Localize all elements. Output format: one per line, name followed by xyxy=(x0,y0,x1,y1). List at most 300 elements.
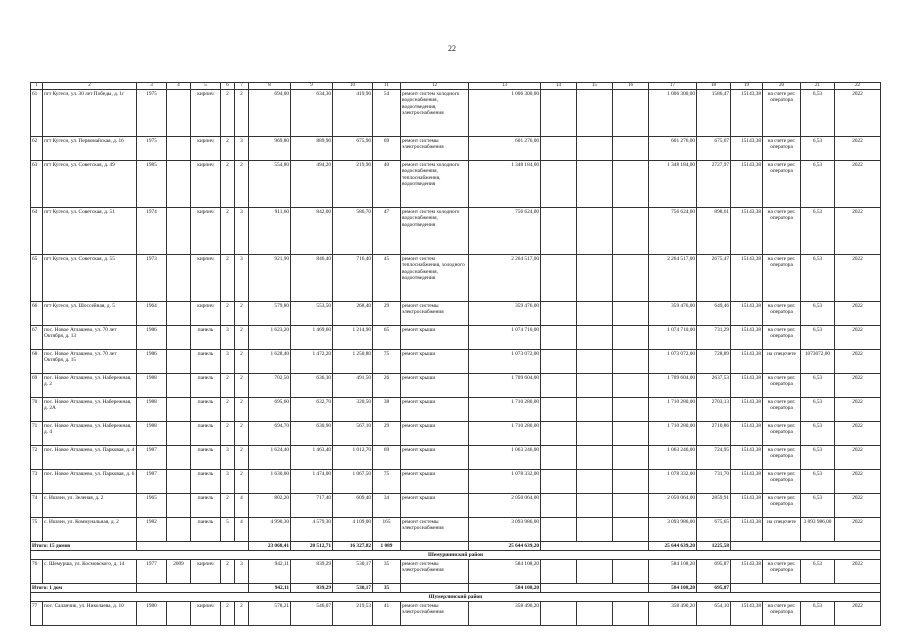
table-cell: 2 xyxy=(221,255,235,302)
column-number-5: 5 xyxy=(191,83,221,90)
table-cell: панель xyxy=(191,398,221,422)
table-cell: 553,50 xyxy=(291,302,333,326)
table-cell: 15143,38 xyxy=(731,470,763,494)
table-cell: 62 xyxy=(31,137,43,161)
table-cell: на счете рег. оператора xyxy=(763,422,801,446)
table-cell xyxy=(541,518,577,542)
table-cell: 2022 xyxy=(835,602,881,626)
table-cell xyxy=(577,350,613,374)
table-cell: ремонт крыши xyxy=(401,494,469,518)
table-cell: пос. Новое Атлашево, ул. Набережная, д. 4 xyxy=(43,422,137,446)
table-cell: 695,87 xyxy=(697,560,731,584)
table-cell xyxy=(167,90,191,137)
table-cell: 6,53 xyxy=(801,90,835,137)
table-cell: 73 xyxy=(31,470,43,494)
table-cell: 2022 xyxy=(835,446,881,470)
table-cell: 34 xyxy=(373,494,401,518)
total-owned: 530,17 xyxy=(333,584,373,593)
table-cell: 731,29 xyxy=(697,326,731,350)
table-cell: 419,90 xyxy=(333,90,373,137)
table-cell xyxy=(613,255,649,302)
table-cell: 1 710 280,00 xyxy=(469,422,541,446)
total-empty xyxy=(137,542,249,551)
table-cell: 1 348 184,00 xyxy=(469,161,541,208)
table-cell xyxy=(613,422,649,446)
table-cell xyxy=(541,90,577,137)
column-number-row xyxy=(31,83,881,90)
table-cell: 15143,38 xyxy=(731,398,763,422)
total-cost: 584 108,20 xyxy=(469,584,541,593)
district-name: Шемуршинский район xyxy=(31,551,881,560)
table-cell: 1982 xyxy=(137,518,167,542)
table-cell: пос. Новое Атлашево, ул. Набережная, д. 2 xyxy=(43,374,137,398)
total-area: 23 068,41 xyxy=(249,542,291,551)
table-row xyxy=(31,398,881,422)
table-cell: 702,50 xyxy=(249,374,291,398)
table-cell xyxy=(541,326,577,350)
table-cell: 6,53 xyxy=(801,446,835,470)
total-cost2: 25 644 639,20 xyxy=(649,542,697,551)
table-cell: 75 xyxy=(373,470,401,494)
table-cell: 717,40 xyxy=(291,494,333,518)
column-number-3: 3 xyxy=(137,83,167,90)
table-cell: пгт Кугеси, ул. Советская, д. 55 xyxy=(43,255,137,302)
table-cell: 1 623,20 xyxy=(249,326,291,350)
table-cell: 6,53 xyxy=(801,470,835,494)
total-empty xyxy=(731,584,881,593)
table-cell: 1 073 072,00 xyxy=(469,350,541,374)
table-cell: 491,50 xyxy=(333,374,373,398)
table-cell xyxy=(167,374,191,398)
table-cell: 1 078 332,00 xyxy=(649,470,697,494)
table-cell xyxy=(541,494,577,518)
table-cell: 2 264 517,00 xyxy=(649,255,697,302)
column-number-13: 13 xyxy=(469,83,541,90)
table-cell: ремонт системы электроснабжения xyxy=(401,602,469,626)
column-number-4: 4 xyxy=(167,83,191,90)
table-cell: пос. Новое Атлашево, ул. 70 лет Октября, д. 15 xyxy=(43,350,137,374)
table-cell: 54 xyxy=(373,90,401,137)
table-cell: 1985 xyxy=(137,161,167,208)
table-cell: 358 490,20 xyxy=(469,602,541,626)
table-cell: 15143,38 xyxy=(731,208,763,255)
table-cell: 1 078 332,00 xyxy=(469,470,541,494)
table-cell: 77 xyxy=(31,602,43,626)
table-cell: 634,30 xyxy=(291,90,333,137)
table-cell: 165 xyxy=(373,518,401,542)
table-cell: 6,53 xyxy=(801,208,835,255)
table-cell: 2022 xyxy=(835,350,881,374)
table-cell: ремонт системы электроснабжения xyxy=(401,560,469,584)
table-cell: 15143,38 xyxy=(731,422,763,446)
table-cell: 2 xyxy=(235,350,249,374)
table-row xyxy=(31,208,881,255)
table-cell xyxy=(541,374,577,398)
column-number-11: 11 xyxy=(373,83,401,90)
table-cell: ремонт крыши xyxy=(401,470,469,494)
table-row xyxy=(31,326,881,350)
table-cell: 320,50 xyxy=(333,398,373,422)
total-row xyxy=(31,584,881,593)
table-cell: на счете рег. оператора xyxy=(763,161,801,208)
table-cell: 2022 xyxy=(835,374,881,398)
table-cell: 1975 xyxy=(137,90,167,137)
table-cell: 15143,38 xyxy=(731,518,763,542)
table-cell: 63 xyxy=(31,161,43,208)
table-cell: 40 xyxy=(373,161,401,208)
table-cell: 731,70 xyxy=(697,470,731,494)
table-cell: с. Шемурша, ул. Космовского, д. 14 xyxy=(43,560,137,584)
table-cell: 1964 xyxy=(137,302,167,326)
table-cell: 359 476,00 xyxy=(649,302,697,326)
table-cell: на счете рег. оператора xyxy=(763,398,801,422)
table-cell: панель xyxy=(191,518,221,542)
table-cell: 921,90 xyxy=(249,255,291,302)
table-cell: 2 xyxy=(235,374,249,398)
column-number-18: 18 xyxy=(697,83,731,90)
table-cell: 35 xyxy=(373,560,401,584)
table-cell: 695,60 xyxy=(249,398,291,422)
table-cell: 74 xyxy=(31,494,43,518)
table-cell: 2 xyxy=(235,422,249,446)
table-cell: 1987 xyxy=(137,446,167,470)
table-cell: 969,80 xyxy=(249,137,291,161)
table-cell: 6,53 xyxy=(801,494,835,518)
table-cell: 675,65 xyxy=(697,518,731,542)
table-cell: панель xyxy=(191,350,221,374)
table-cell: 268,40 xyxy=(333,302,373,326)
table-cell: на счете рег. оператора xyxy=(763,446,801,470)
table-cell: 802,20 xyxy=(249,494,291,518)
table-cell: 1974 xyxy=(137,208,167,255)
table-cell: 2022 xyxy=(835,255,881,302)
table-cell: 2022 xyxy=(835,422,881,446)
total-living: 839,29 xyxy=(291,584,333,593)
table-cell: пгт Кугеси, ул. Советская, д. 49 xyxy=(43,161,137,208)
table-cell: ремонт крыши xyxy=(401,446,469,470)
table-cell: 716,40 xyxy=(333,255,373,302)
table-cell: 1 012,70 xyxy=(333,446,373,470)
table-cell xyxy=(613,90,649,137)
table-cell: 654,10 xyxy=(697,602,731,626)
table-cell: 2 xyxy=(235,398,249,422)
table-cell: 4 xyxy=(235,518,249,542)
table-cell: 3 xyxy=(235,560,249,584)
table-cell: 2859,91 xyxy=(697,494,731,518)
table-cell: 724,95 xyxy=(697,446,731,470)
table-cell: кирпич xyxy=(191,602,221,626)
table-cell: 636,30 xyxy=(291,374,333,398)
table-cell: 1965 xyxy=(137,494,167,518)
table-cell: 911,60 xyxy=(249,208,291,255)
table-cell: 26 xyxy=(373,374,401,398)
table-cell xyxy=(541,255,577,302)
table-cell: 2022 xyxy=(835,470,881,494)
table-cell: 5 xyxy=(221,518,235,542)
table-cell: 15143,38 xyxy=(731,374,763,398)
table-row xyxy=(31,302,881,326)
table-cell: 15143,38 xyxy=(731,302,763,326)
table-cell: 1988 xyxy=(137,374,167,398)
district-row xyxy=(31,593,881,602)
table-cell xyxy=(541,137,577,161)
table-cell: 69 xyxy=(373,446,401,470)
table-cell xyxy=(541,161,577,208)
table-cell: 2 xyxy=(221,90,235,137)
table-cell: 898,61 xyxy=(697,208,731,255)
table-row xyxy=(31,494,881,518)
table-cell: 72 xyxy=(31,446,43,470)
table-cell: пос. Новое Атлашево, ул. Парковая, д. 6 xyxy=(43,470,137,494)
total-cost2: 584 108,20 xyxy=(649,584,697,593)
table-cell: 6,53 xyxy=(801,255,835,302)
table-cell: 1 463,40 xyxy=(291,446,333,470)
table-cell: 1975 xyxy=(137,137,167,161)
table-cell: 65 xyxy=(373,326,401,350)
column-number-14: 14 xyxy=(541,83,577,90)
table-row xyxy=(31,560,881,584)
table-cell: 1 469,60 xyxy=(291,326,333,350)
table-cell: пгт Кугеси, ул. Шоссейная, д. 5 xyxy=(43,302,137,326)
table-cell xyxy=(167,518,191,542)
table-cell: 1 348 184,00 xyxy=(649,161,697,208)
table-cell: 2 264 517,00 xyxy=(469,255,541,302)
table-cell: 1 006 300,00 xyxy=(649,90,697,137)
table-cell: 6,53 xyxy=(801,560,835,584)
table-cell: 2 xyxy=(235,161,249,208)
total-empty xyxy=(541,542,649,551)
table-cell: 219,53 xyxy=(333,602,373,626)
table-cell: 1 474,00 xyxy=(291,470,333,494)
table-cell: 1 067,50 xyxy=(333,470,373,494)
table-cell: 3 093 986,00 xyxy=(469,518,541,542)
table-cell: ремонт крыши xyxy=(401,350,469,374)
table-cell: 2 xyxy=(235,90,249,137)
table-cell xyxy=(541,602,577,626)
table-cell: на счете рег. оператора xyxy=(763,302,801,326)
table-cell xyxy=(613,470,649,494)
table-cell xyxy=(577,326,613,350)
table-cell: 1986 xyxy=(137,326,167,350)
table-cell: ремонт систем теплоснабжения, холодного водоснабжения, водоотведения xyxy=(401,255,469,302)
table-cell: ремонт крыши xyxy=(401,398,469,422)
table-cell: 1586,47 xyxy=(697,90,731,137)
table-cell xyxy=(577,208,613,255)
table-cell: 6,53 xyxy=(801,422,835,446)
table-cell: 15143,38 xyxy=(731,161,763,208)
table-cell: 1 006 300,00 xyxy=(469,90,541,137)
table-cell: 3 xyxy=(221,446,235,470)
table-cell: кирпич xyxy=(191,560,221,584)
table-cell xyxy=(167,422,191,446)
table-cell xyxy=(167,350,191,374)
column-number-1: 1 xyxy=(31,83,43,90)
table-cell: 2 xyxy=(221,560,235,584)
capital-repair-register-table xyxy=(30,82,881,626)
table-cell xyxy=(613,494,649,518)
table-cell xyxy=(613,518,649,542)
total-row xyxy=(31,542,881,551)
table-cell: пгт Кугеси, ул. 30 лет Победы, д. 1г xyxy=(43,90,137,137)
table-cell: на счете рег. оператора xyxy=(763,137,801,161)
column-number-21: 21 xyxy=(801,83,835,90)
table-cell: 6,53 xyxy=(801,374,835,398)
table-cell: 15143,38 xyxy=(731,446,763,470)
table-row xyxy=(31,422,881,446)
table-cell: 1988 xyxy=(137,422,167,446)
table-cell: 4 109,00 xyxy=(333,518,373,542)
table-cell: панель xyxy=(191,326,221,350)
column-number-2: 2 xyxy=(43,83,137,90)
table-cell: ремонт систем холодного водоснабжения, водоотведения xyxy=(401,208,469,255)
table-cell: 1 472,20 xyxy=(291,350,333,374)
table-cell: 1 710 280,00 xyxy=(469,398,541,422)
table-cell: 494,20 xyxy=(291,161,333,208)
table-cell: 1 709 604,00 xyxy=(649,374,697,398)
table-cell: 3 xyxy=(221,470,235,494)
district-name: Шумерлинский район xyxy=(31,593,881,602)
table-cell: 75 xyxy=(373,350,401,374)
total-owned: 16 327,82 xyxy=(333,542,373,551)
table-cell xyxy=(613,137,649,161)
table-cell xyxy=(613,326,649,350)
table-cell: ремонт крыши xyxy=(401,422,469,446)
table-cell: 76 xyxy=(31,560,43,584)
table-cell: 2637,53 xyxy=(697,374,731,398)
table-cell: 2022 xyxy=(835,326,881,350)
table-cell: 2022 xyxy=(835,90,881,137)
table-cell xyxy=(577,446,613,470)
table-cell xyxy=(167,161,191,208)
table-cell xyxy=(613,446,649,470)
column-number-19: 19 xyxy=(731,83,763,90)
table-cell xyxy=(613,350,649,374)
table-cell xyxy=(541,302,577,326)
table-cell xyxy=(577,137,613,161)
column-number-8: 8 xyxy=(249,83,291,90)
table-cell: 2 xyxy=(221,374,235,398)
table-cell: 75 xyxy=(31,518,43,542)
table-cell: 2009 xyxy=(167,560,191,584)
table-cell: 601 276,00 xyxy=(649,137,697,161)
table-cell: 15143,38 xyxy=(731,350,763,374)
table-cell: панель xyxy=(191,422,221,446)
table-cell: 3 xyxy=(221,350,235,374)
table-cell xyxy=(613,374,649,398)
table-cell: 554,80 xyxy=(249,161,291,208)
table-cell xyxy=(577,422,613,446)
table-cell: ремонт системы электроснабжения xyxy=(401,302,469,326)
table-cell: пгт Кугеси, ул. Советская, д. 51 xyxy=(43,208,137,255)
table-cell: 1980 xyxy=(137,602,167,626)
table-cell xyxy=(577,302,613,326)
table-cell: 29 xyxy=(373,422,401,446)
column-number-6: 6 xyxy=(221,83,235,90)
column-number-9: 9 xyxy=(291,83,333,90)
table-cell: 694,00 xyxy=(249,90,291,137)
table-cell: 2 xyxy=(235,446,249,470)
table-cell: 2710,86 xyxy=(697,422,731,446)
table-cell: на счете рег. оператора xyxy=(763,494,801,518)
table-cell: панель xyxy=(191,470,221,494)
table-cell: 675,67 xyxy=(697,137,731,161)
table-cell: 64 xyxy=(31,208,43,255)
table-cell: 219,90 xyxy=(333,161,373,208)
table-cell: 1073072,00 xyxy=(801,350,835,374)
table-cell: 61 xyxy=(31,90,43,137)
table-cell: 68 xyxy=(31,350,43,374)
table-cell: 2 xyxy=(221,302,235,326)
table-cell: 546,07 xyxy=(291,602,333,626)
table-cell: 584 108,20 xyxy=(649,560,697,584)
table-cell: 6,53 xyxy=(801,137,835,161)
table-cell: 358 490,20 xyxy=(649,602,697,626)
table-cell xyxy=(167,398,191,422)
column-number-16: 16 xyxy=(613,83,649,90)
column-number-7: 7 xyxy=(235,83,249,90)
table-cell xyxy=(167,494,191,518)
table-cell xyxy=(167,470,191,494)
total-people: 35 xyxy=(373,584,401,593)
total-area: 942,11 xyxy=(249,584,291,593)
table-cell: кирпич xyxy=(191,255,221,302)
table-cell: 29 xyxy=(373,302,401,326)
table-cell: пос. Саланчик, ул. Николаева, д. 10 xyxy=(43,602,137,626)
table-cell xyxy=(577,602,613,626)
table-row xyxy=(31,602,881,626)
table-cell xyxy=(167,602,191,626)
table-cell: 15143,38 xyxy=(731,602,763,626)
page-number: 22 xyxy=(448,44,456,53)
table-cell: 6,53 xyxy=(801,302,835,326)
table-cell xyxy=(167,326,191,350)
column-number-12: 12 xyxy=(401,83,469,90)
table-cell: на счете рег. оператора xyxy=(763,326,801,350)
table-cell: 2675,47 xyxy=(697,255,731,302)
table-cell: 6,53 xyxy=(801,326,835,350)
table-cell: на счете рег. оператора xyxy=(763,602,801,626)
table-row xyxy=(31,90,881,137)
table-cell: ремонт крыши xyxy=(401,374,469,398)
table-row xyxy=(31,518,881,542)
table-cell: 694,70 xyxy=(249,422,291,446)
table-cell: 1 074 710,00 xyxy=(469,326,541,350)
table-cell: 2 050 064,00 xyxy=(649,494,697,518)
column-number-20: 20 xyxy=(763,83,801,90)
table-cell: 2703,13 xyxy=(697,398,731,422)
table-cell: 15143,38 xyxy=(731,326,763,350)
table-cell: 839,29 xyxy=(291,560,333,584)
district-row xyxy=(31,551,881,560)
table-cell: 67 xyxy=(31,326,43,350)
table-cell: 609,40 xyxy=(333,494,373,518)
table-cell xyxy=(167,208,191,255)
table-cell: с. Ишлеи, ул. Зеленая, д. 2 xyxy=(43,494,137,518)
total-cost: 25 644 639,20 xyxy=(469,542,541,551)
total-per_m: 695,87 xyxy=(697,584,731,593)
table-cell xyxy=(577,90,613,137)
table-cell: 2 xyxy=(221,398,235,422)
table-cell xyxy=(541,470,577,494)
table-cell: 4 xyxy=(235,494,249,518)
table-cell xyxy=(167,255,191,302)
table-cell: кирпич xyxy=(191,137,221,161)
table-cell: 4 990,30 xyxy=(249,518,291,542)
table-cell: 69 xyxy=(31,374,43,398)
table-cell: 586,70 xyxy=(333,208,373,255)
table-row xyxy=(31,470,881,494)
table-cell: 359 476,00 xyxy=(469,302,541,326)
